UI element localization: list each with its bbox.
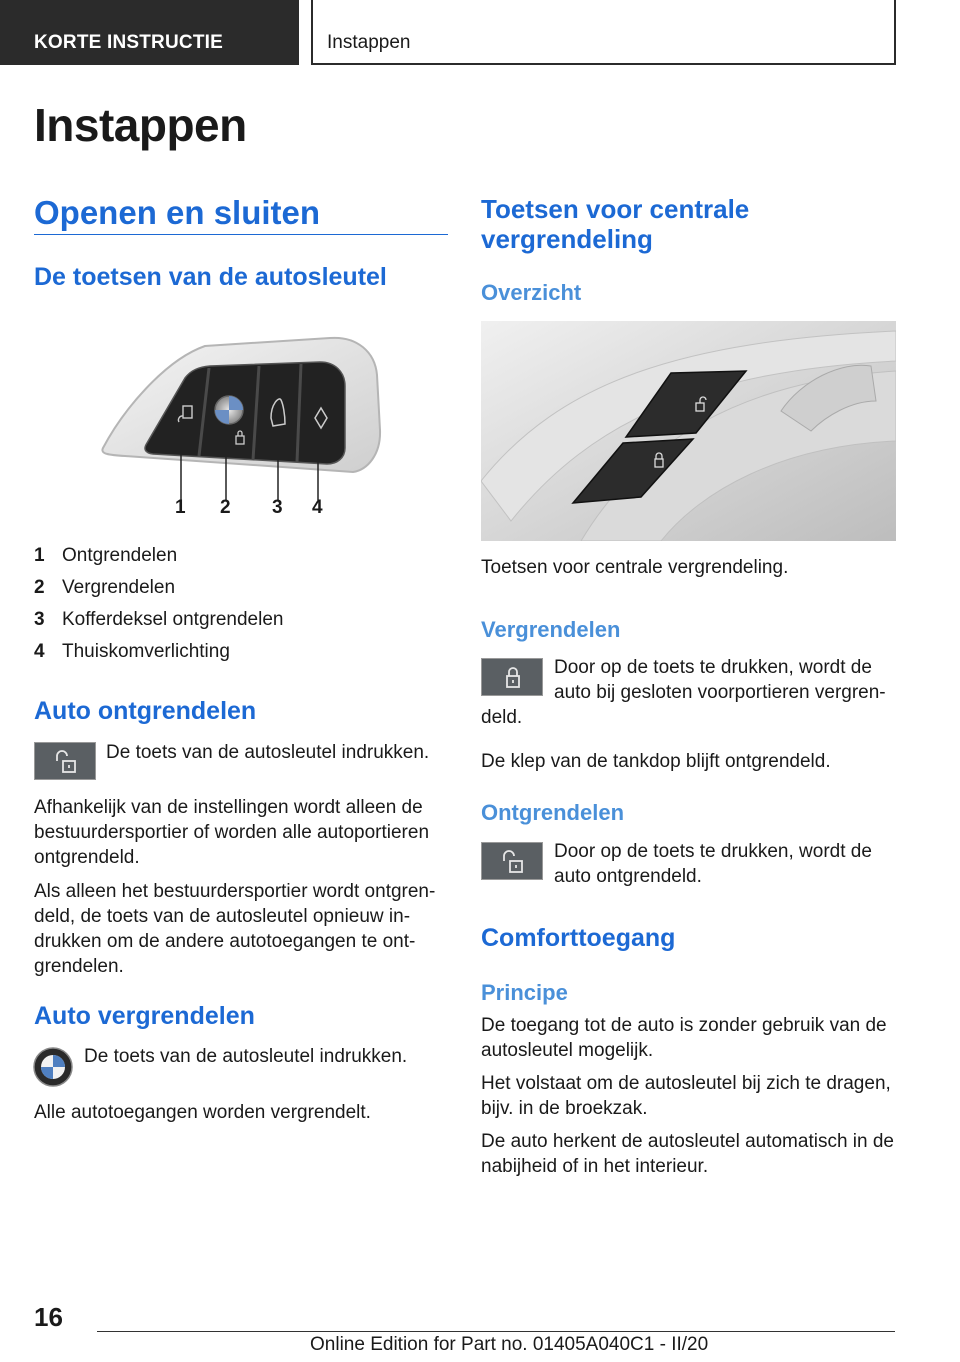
text-line: Als alleen het bestuurdersportier wordt ontgren‐ <box>34 881 436 902</box>
principle-paragraph-2 <box>481 1071 891 1121</box>
lock-paragraph: Alle autotoegangen worden vergrendelt. <box>34 1102 371 1123</box>
section-tab[interactable]: KORTE INSTRUCTIE <box>0 0 299 65</box>
lock-description-end: deld. <box>481 707 523 728</box>
text-line: Door op de toets te drukken, wordt de <box>554 657 872 678</box>
principle-paragraph-3 <box>481 1129 894 1179</box>
legend-number: 4 <box>34 641 45 662</box>
text-line: Door op de toets te drukken, wordt de <box>554 841 872 862</box>
image-caption: Toetsen voor centrale vergrendeling. <box>481 557 789 578</box>
text-line: drukken om de andere autotoegangen te ont‐ <box>34 931 416 952</box>
key-fob-illustration <box>95 330 395 520</box>
text-line: bijv. in de broekzak. <box>481 1098 648 1119</box>
principle-paragraph-1 <box>481 1013 887 1063</box>
tank-flap-note: De klep van de tankdop blijft ontgrendeld. <box>481 751 831 772</box>
legend-item <box>34 572 283 604</box>
unlock-description <box>554 839 872 889</box>
door-buttons-illustration <box>481 321 896 541</box>
legend-item <box>34 636 283 668</box>
page-title: Instappen <box>34 99 247 151</box>
key-number-label: 3 <box>272 497 283 518</box>
text-line: Afhankelijk van de instellingen wordt alleen de <box>34 797 423 818</box>
legend-label: Thuiskomverlichting <box>62 641 230 662</box>
unlock-instruction: De toets van de autosleutel indrukken. <box>106 742 430 763</box>
text-line: grendelen. <box>34 956 124 977</box>
unlock-paragraph-1 <box>34 795 429 870</box>
section-heading-open-close: Openen en sluiten <box>34 194 321 231</box>
text-line: ontgrendeld. <box>34 847 140 868</box>
legend-item <box>34 604 283 636</box>
legend-number: 3 <box>34 609 45 630</box>
heading-overview: Overzicht <box>481 280 582 305</box>
heading-rule <box>34 234 448 235</box>
lock-instruction: De toets van de autosleutel indrukken. <box>84 1046 408 1067</box>
legend-label: Vergrendelen <box>62 577 176 598</box>
key-legend <box>34 540 283 668</box>
page-tab[interactable]: Instappen <box>311 0 896 65</box>
text-line: De auto herkent de autosleutel automatisch in de <box>481 1131 894 1152</box>
legend-item <box>34 540 283 572</box>
text-line: nabijheid of in het interieur. <box>481 1156 709 1177</box>
key-number-label: 1 <box>175 497 186 518</box>
lock-description <box>554 655 886 705</box>
edition-info: Online Edition for Part no. 01405A040C1 - II/20 <box>310 1334 709 1355</box>
legend-label: Ontgrendelen <box>62 545 178 566</box>
text-line: bestuurdersportier of worden alle autoportieren <box>34 822 430 843</box>
heading-key-buttons: De toetsen van de autosleutel <box>34 263 387 291</box>
text-line: De toegang tot de auto is zonder gebruik van de <box>481 1015 887 1036</box>
key-number-label: 4 <box>312 497 323 518</box>
unlock-button-icon <box>34 742 96 780</box>
unlock-paragraph-2 <box>34 879 435 979</box>
heading-principle: Principe <box>481 980 568 1005</box>
heading-line: vergrendeling <box>481 224 653 254</box>
heading-unlock-car: Auto ontgrendelen <box>34 697 257 725</box>
unlock-button-icon <box>481 842 543 880</box>
legend-number: 1 <box>34 545 45 566</box>
lock-icon <box>482 659 544 697</box>
heading-lock: Vergrendelen <box>481 617 621 642</box>
unlock-icon <box>35 743 97 781</box>
text-line: autosleutel mogelijk. <box>481 1040 654 1061</box>
legend-label: Kofferdeksel ontgrendelen <box>62 609 284 630</box>
text-line: deld, de toets van de autosleutel opnieuw in‐ <box>34 906 411 927</box>
legend-number: 2 <box>34 577 45 598</box>
heading-unlock: Ontgrendelen <box>481 800 625 825</box>
text-line: Het volstaat om de autosleutel bij zich te dragen, <box>481 1073 891 1094</box>
heading-central-locking <box>481 194 749 254</box>
key-number-label: 2 <box>220 497 231 518</box>
text-line: auto ontgrendeld. <box>554 866 702 887</box>
text-line: auto bij gesloten voorportieren vergren‐ <box>554 682 886 703</box>
unlock-icon <box>482 843 544 881</box>
bmw-logo-icon <box>32 1046 74 1088</box>
heading-line: Toetsen voor centrale <box>481 194 750 224</box>
footer-rule <box>97 1331 895 1332</box>
heading-comfort-access: Comforttoegang <box>481 924 676 952</box>
lock-button-icon <box>481 658 543 696</box>
page-number: 16 <box>34 1302 63 1332</box>
heading-lock-car: Auto vergrendelen <box>34 1002 255 1030</box>
